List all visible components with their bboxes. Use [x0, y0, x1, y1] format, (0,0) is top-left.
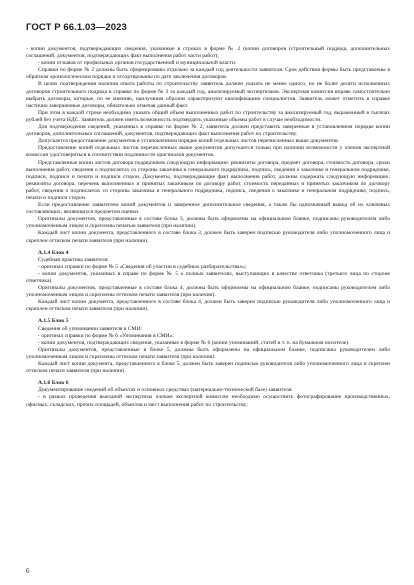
paragraph: Если предоставление заявителем копий документов и заверенное дополнительное сведения, а также бы однозначный вывод об их ключевых составляющих, являющихся предметом оценки. — [26, 202, 390, 216]
page-number: 6 — [26, 567, 30, 575]
paragraph: - копии документов, указанных в справе по форме № 5 о полных заявителях, выступающих в качестве ответчика (третьего лица по стороне ответчика). — [26, 270, 390, 284]
document-body — [26, 46, 390, 409]
paragraph: Справки по форме № 2 должны быть сформированы отдельно за каждый год деятельности заявителя. Срок действия формы быть представлены в обратном хронологическом порядке и отсортированы по дате заключения договоров. — [26, 67, 390, 81]
paragraph: - копии отзывов от профильных органов государственной и муниципальной власти. — [38, 60, 237, 67]
paragraph: Оригиналы документов, представленные в блоке 5, должны быть оформлены на официальном бланке, подписаны руководителем либо уполномоченным лицом и скреплены оттиском печати заявителя (при наличии). — [26, 346, 390, 360]
paragraph: - копии документов, подтверждающих сведения, указанные в строках в форме № 2 (копии договоров (строительный подряда, дополнительных соглашений, документов, подтверждающих факт выполнения работ части работ); — [26, 46, 390, 60]
paragraph: - оригинал справки по форме № 6 «Упоминания в СМИ»; — [38, 332, 174, 339]
paragraph: В целях подтверждения наличия опыта работы по строительству заявитель должен указать не менее одного, но не более десяти исполненных договоров строительного подряда в справке по форме № 2 за каждый год, анализируемый экспертизами. Экспертная комиссия вправе самостоятельно выбрать договоры, которые, по ее мнению, наилучшим образом характеризуют квалификацию специалистов. Заявитель может отметить в справке частично завершенные договоры, обязательно отмечая данный факт. — [26, 81, 390, 109]
paragraph: Каждый лист копии документа, представленного в составе блока 4, должен быть заверен подписью руководителя либо уполномоченного лица и скреплен оттиском печати заявителя (при наличии). — [26, 299, 390, 313]
paragraph: Представленные копии листов договора подрядчиков следующую информацию: реквизиты договора, предмет договора, стоимость договора, сроки выполнения работ, сведения о подписантах со стороны заказчика и генерального подрядчика, подпись, сведения о заказчике и генеральном подрядчике, подписи, подписи и печати и подписи сторон. Документы, подтверждающие факт выполнения работ, должны содержать следующую информацию: реквизиты договора, перечень выполненных и принятых заказчиком по договору работ, стоимость переданных и принятых заказчиком по договору работ, сведения о подписантах со стороны заказчика и генерального подрядчика, подпись, сведения о заказчике и генеральном подрядчике, подпись, печати и подписи сторон. — [26, 159, 390, 201]
paragraph: Каждый лист копии документа, представленного в блоке 5, должен быть заверен подписью руководителя либо уполномоченного лица и скреплен оттиском печати заявителя (при наличии). — [26, 361, 390, 375]
paragraph: Предоставление копий отдельных листов перечисленных выше документов допускается только при наличии возможности у членов экспертной комиссии удостовериться в соответствии подлинности оригиналов документов. — [26, 145, 390, 159]
section-heading: А.1.5 Блок 5 — [38, 318, 69, 325]
paragraph: Каждый лист копии документа, представленного в составе блока 3, должен быть заверен подписью руководителя либо уполномоченного лица и скреплен оттиском печати заявителя (при наличии). — [26, 230, 390, 244]
section-heading: А.1.4 Блок 4 — [38, 249, 69, 256]
paragraph: Для подтверждения сведений, указанных в справке по форме № 2, заявитель должен представить заверенные в установленном порядке копии договоров, дополнительных соглашений, документов, подтверждающих факт выполнения работ по строительству. — [26, 124, 390, 138]
paragraph: При этом в каждой строке необходимо указать общий объем выполненных работ по строительству за анализируемый год, выраженный в тысячах рублей без учета НДС. Заявитель должен иметь возможность подтвердить указанные объемы работ в случае необходимости. — [26, 109, 390, 123]
paragraph: - копии документов, подтверждающих сведения, указанные в форме № 6 (копии упоминаний, статей и т. п. на бумажном носителе). — [38, 339, 350, 346]
paragraph: Оригиналы документов, представленные в составе блока 3, должны быть оформлены на официальном бланке, подписаны руководителем либо уполномоченным лицом и скреплены печатью заявителя (при наличии). — [26, 216, 390, 230]
paragraph: Сведения об упоминании заявителя в СМИ: — [38, 325, 142, 332]
paragraph: Допускается предоставление документов в установленном порядке копий отдельных листов перечисленных выше документов. — [38, 138, 340, 145]
paragraph: Судебная практика заявителя: — [38, 256, 109, 263]
paragraph: Оригиналы документов, представленные в составе блока 4, должны быть оформлены на официальном бланке, подписаны руководителем либо уполномоченным лицом и скреплены оттиском печати заявителя (при наличии). — [26, 285, 390, 299]
paragraph: - в рамках проведения выездной экспертизы членам экспертной комиссии необходимо осуществить фотографирование производственных, офисных, складских, прочих площадей, объектов и мест выполнения работ по строительству; — [26, 394, 390, 408]
section-heading: А.1.6 Блок 6 — [38, 380, 69, 387]
paragraph: - оригинал справки по форме № 5 «Сведения об участии в судебных разбирательствах»; — [38, 263, 247, 270]
standard-header: ГОСТ Р 66.1.03—2023 — [26, 22, 127, 33]
paragraph: Документирование сведений об объектах и основных средствах (материально-технической базе) заявителя: — [38, 387, 293, 394]
